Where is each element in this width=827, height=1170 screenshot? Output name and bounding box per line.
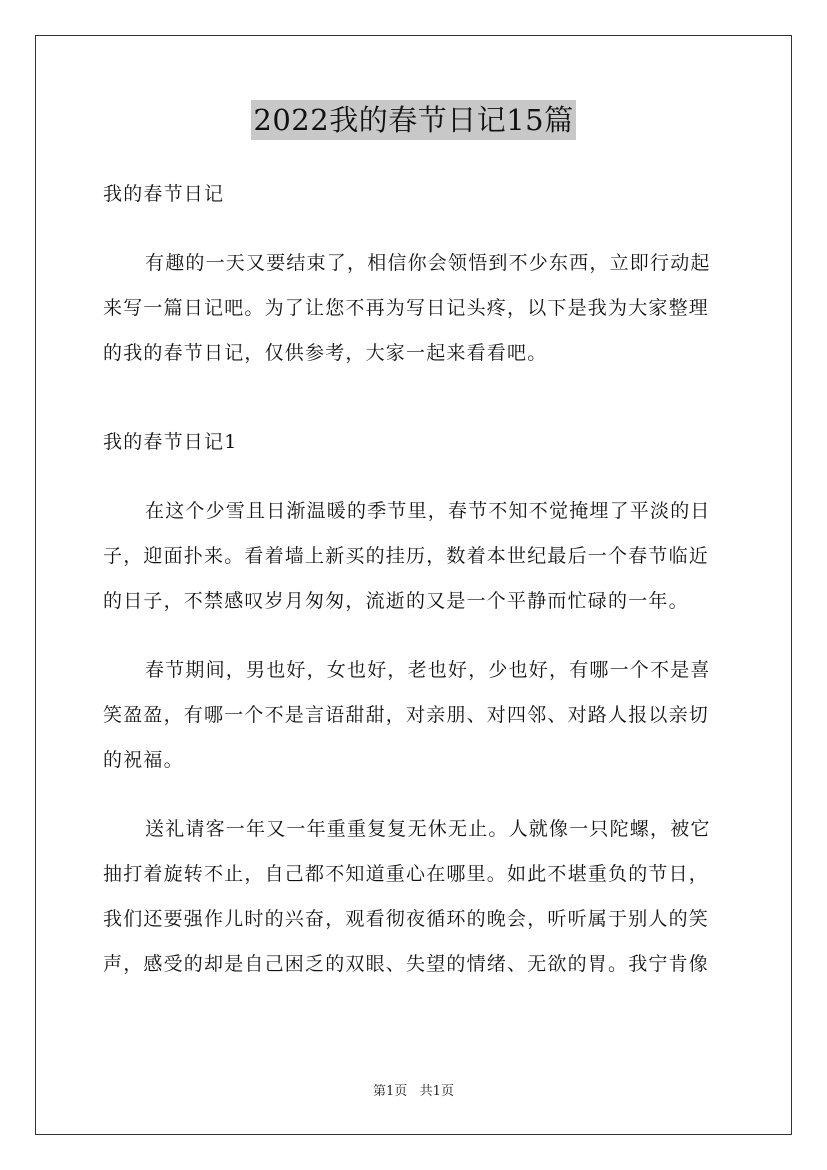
text-line: 送礼请客一年又一年重重复复无休无止。人就像一只陀螺，被它 [145, 818, 711, 840]
text-line: 子，迎面扑来。看着墙上新买的挂历，数着本世纪最后一个春节临近 [103, 545, 710, 567]
section-heading: 我的春节日记1 [103, 431, 238, 453]
text-line: 抽打着旋转不止，自己都不知道重心在哪里。如此不堪重负的节日， [103, 863, 710, 885]
text-line: 我们还要强作儿时的兴奋，观看彻夜循环的晚会，听听属于别人的笑 [103, 908, 710, 930]
text-line: 的祝福。 [103, 749, 184, 771]
page-number-label: 第1页 共1页 [373, 1084, 454, 1099]
spacer [103, 465, 727, 489]
document-title: 2022我的春节日记15篇 [251, 100, 575, 140]
text-line: 的我的春节日记，仅供参考，大家一起来看看吧。 [103, 342, 548, 364]
spacer [103, 217, 727, 241]
intro-paragraph [103, 241, 727, 376]
page-footer [0, 1083, 827, 1101]
spacer [103, 783, 727, 807]
spacer [103, 376, 727, 420]
text-line: 来写一篇日记吧。为了让您不再为写日记头疼，以下是我为大家整理 [103, 297, 710, 319]
title-container [0, 100, 827, 140]
text-line: 在这个少雪且日渐温暖的季节里，春节不知不觉掩埋了平淡的日 [145, 500, 711, 522]
body-paragraph-2 [103, 648, 727, 783]
text-line: 笑盈盈，有哪一个不是言语甜甜，对亲朋、对四邻、对路人报以亲切 [103, 704, 710, 726]
intro-heading: 我的春节日记 [103, 183, 225, 205]
spacer [103, 624, 727, 648]
body-paragraph-1 [103, 489, 727, 624]
text-line: 的日子，不禁感叹岁月匆匆，流逝的又是一个平静而忙碌的一年。 [103, 590, 689, 612]
text-line: 春节期间，男也好，女也好，老也好，少也好，有哪一个不是喜 [145, 659, 711, 681]
document-body [103, 172, 727, 987]
body-paragraph-3 [103, 807, 727, 987]
text-line: 有趣的一天又要结束了，相信你会领悟到不少东西，立即行动起 [145, 252, 711, 274]
text-line: 声，感受的却是自己困乏的双眼、失望的情绪、无欲的胃。我宁肯像 [103, 953, 710, 975]
